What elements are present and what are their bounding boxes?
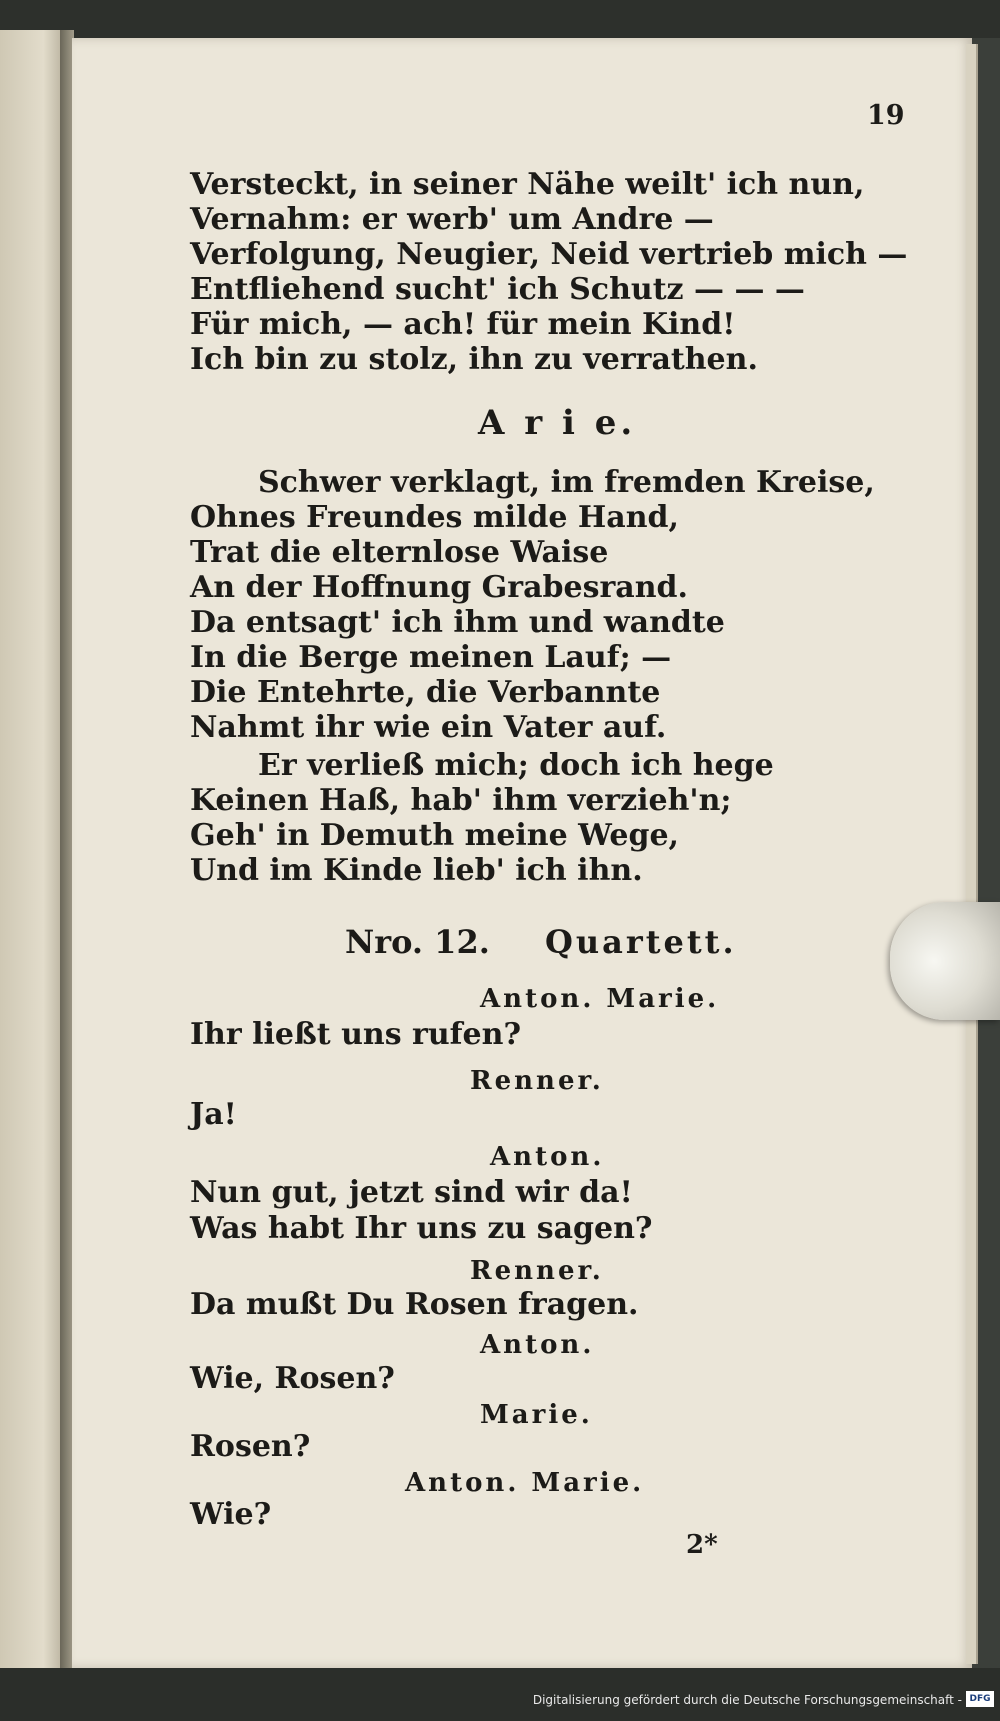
number-title: Quartett. [545,923,737,961]
signature-mark: 2* [686,1530,718,1560]
speaker-name: Marie. [480,1400,593,1430]
text-line: Für mich, — ach! für mein Kind! [190,307,736,342]
arie-line: Geh' in Demuth meine Wege, [190,818,679,853]
text-line: Ich bin zu stolz, ihn zu verrathen. [190,342,758,377]
page-edge [966,44,978,1664]
speaker-name: Renner. [470,1066,604,1096]
dialogue-line: Wie? [190,1497,272,1532]
arie-line: Nahmt ihr wie ein Vater auf. [190,710,667,745]
speaker-name: Anton. Marie. [405,1468,645,1498]
arie-line: In die Berge meinen Lauf; — [190,640,672,675]
text-line: Entfliehend sucht' ich Schutz — — — [190,272,805,307]
dialogue-line: Rosen? [190,1429,311,1464]
page-clip [890,902,1000,1020]
arie-heading: A r i e. [478,403,637,443]
arie-line: Keinen Haß, hab' ihm verzieh'n; [190,783,732,818]
text-line: Verfolgung, Neugier, Neid vertrieb mich — [190,237,908,272]
speaker-name: Anton. Marie. [480,984,720,1014]
number-label: Nro. 12. [345,923,490,961]
arie-line: Er verließ mich; doch ich hege [258,748,774,783]
dfg-logo: DFG [966,1691,994,1707]
speaker-name: Anton. [490,1142,605,1172]
scan-background-top [0,0,1000,38]
arie-line: Da entsagt' ich ihm und wandte [190,605,725,640]
dialogue-line: Ja! [190,1097,237,1132]
dialogue-line: Da mußt Du Rosen fragen. [190,1287,639,1322]
footer-bar [0,1668,1000,1721]
page-number: 19 [867,100,905,131]
arie-line: Trat die elternlose Waise [190,535,609,570]
arie-line: Schwer verklagt, im fremden Kreise, [258,465,875,500]
dialogue-line: Ihr ließt uns rufen? [190,1017,522,1052]
arie-line: Ohnes Freundes milde Hand, [190,500,679,535]
speaker-name: Anton. [480,1330,595,1360]
dialogue-line: Was habt Ihr uns zu sagen? [190,1211,653,1246]
text-line: Versteckt, in seiner Nähe weilt' ich nun, [190,167,865,202]
arie-line: An der Hoffnung Grabesrand. [190,570,688,605]
footer-credit: Digitalisierung gefördert durch die Deutsche Forschungsgemeinschaft - [532,1693,962,1707]
arie-line: Die Entehrte, die Verbannte [190,675,661,710]
dialogue-line: Nun gut, jetzt sind wir da! [190,1175,633,1210]
arie-line: Und im Kinde lieb' ich ihn. [190,853,643,888]
left-page-edge [0,30,62,1670]
dialogue-line: Wie, Rosen? [190,1361,395,1396]
speaker-name: Renner. [470,1256,604,1286]
text-line: Vernahm: er werb' um Andre — [190,202,714,237]
